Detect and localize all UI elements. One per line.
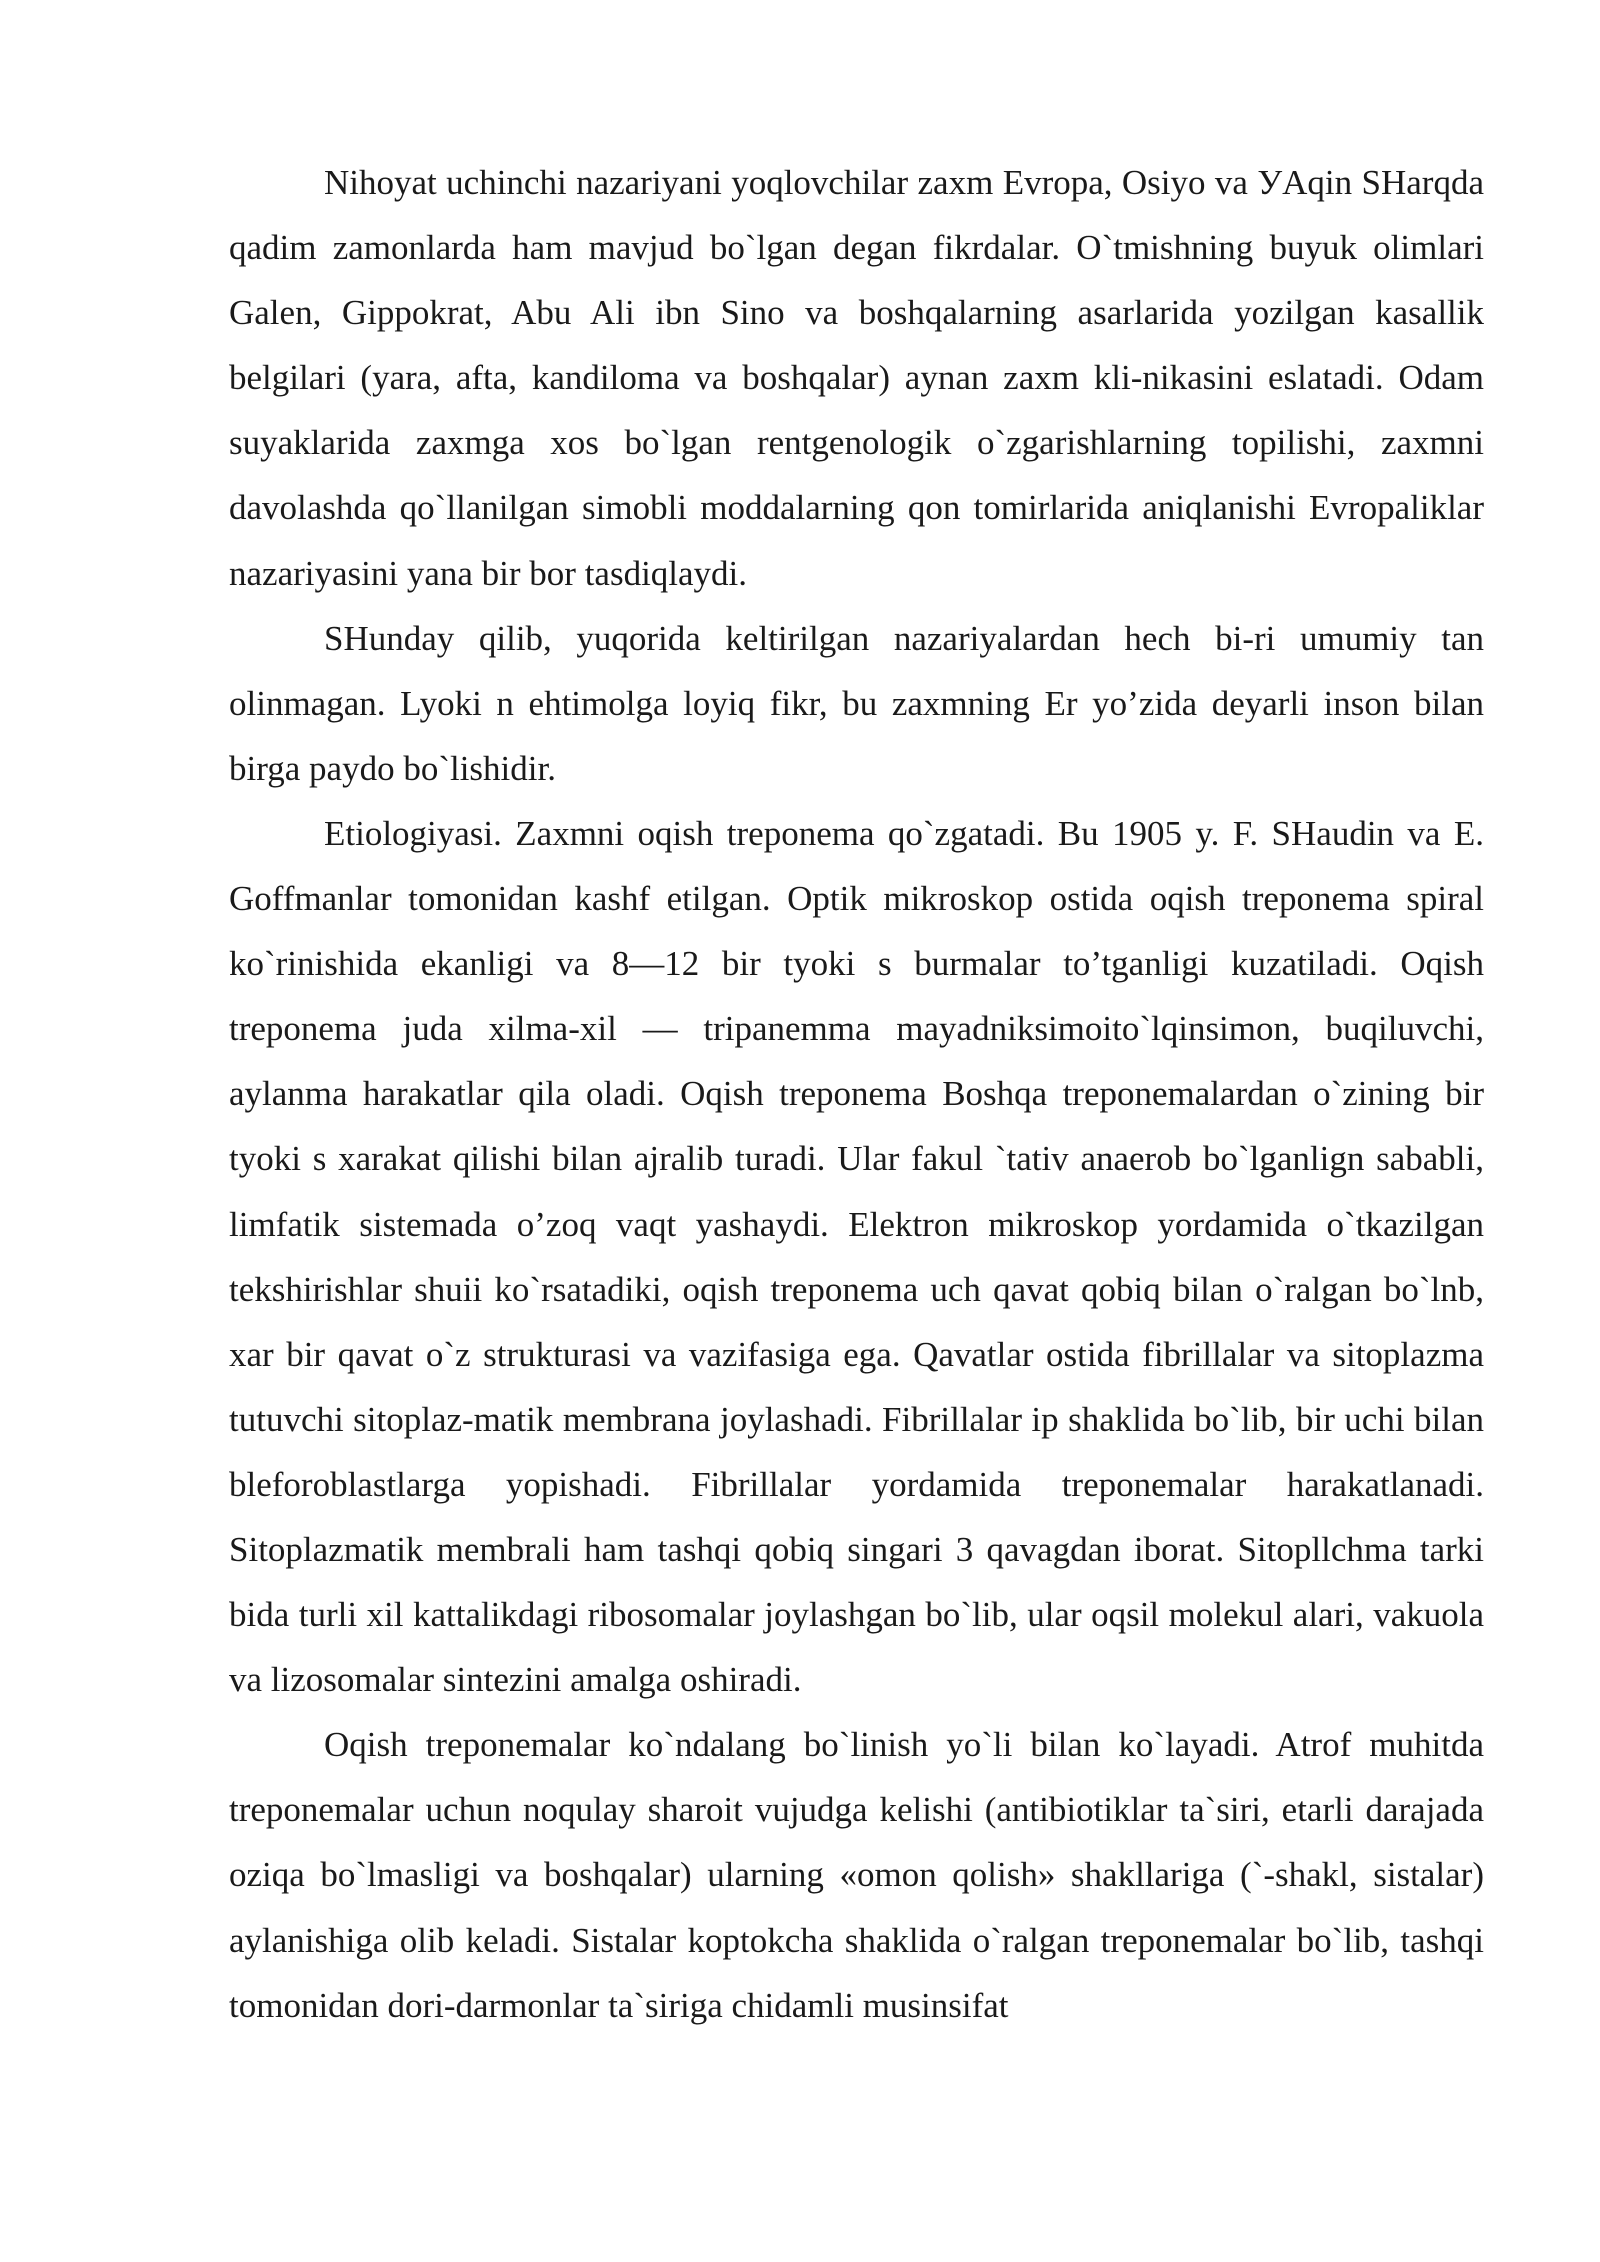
body-text [229, 150, 1484, 2038]
paragraph-conclusion: SHunday qilib, yuqorida keltirilgan nazariyalardan hech bi-ri umumiy tan olinmagan. Lyoki n ehtimolga loyiq fikr, bu zaxmning Er yo’zida deyarli inson bilan birga paydo bo`lishidir. [229, 618, 1484, 788]
paragraph-etiology: Etiologiyasi. Zaxmni oqish treponema qo`zgatadi. Bu 1905 y. F. SHaudin va E. Goffmanlar tomonidan kashf etilgan. Optik mikroskop ostida oqish treponema spiral ko`rinishida ekanligi va 8—12 bir tyoki s burmalar to’tganligi kuzatiladi. Oqish treponema juda xilma-xil — tripanemma mayadniksimoito`lqinsimon, buqiluvchi, aylanma harakatlar qila oladi. Oqish treponema Boshqa treponemalardan o`zining bir tyoki s xarakat qilishi bilan ajralib turadi. Ular fakul `tativ anaerob bo`lganlign sababli, limfatik sistemada o’zoq vaqt yashaydi. Elektron mikroskop yordamida o`tkazilgan tekshirishlar shuii ko`rsatadiki, oqish treponema uch qavat qobiq bilan o`ralgan bo`lnb, xar bir qavat o`z strukturasi va vazifasiga ega. Qavatlar ostida fibrillalar va sitoplazma tutuvchi sitoplaz-matik membrana joylashadi. Fibrillalar ip shaklida bo`lib, bir uchi bilan bleforoblastlarga yopishadi. Fibrillalar yordamida treponemalar harakatlanadi. Sitoplazmatik membrali ham tashqi qobiq singari 3 qavagdan iborat. Sitopllchma tarki bida turli xil kattalikdagi ribosomalar joylashgan bo`lib, ular oqsil molekul alari, vakuola va lizosomalar sintezini amalga oshiradi. [229, 813, 1484, 1700]
paragraph-theories: Nihoyat uchinchi nazariyani yoqlovchilar zaxm Evropa, Osiyo va УAqin SHarqda qadim zamonlarda ham mavjud bo`lgan degan fikrdalar. O`tmishning buyuk olimlari Galen, Gippokrat, Abu Ali ibn Sino va boshqalarning asarlarida yozilgan kasallik belgilari (yara, afta, kandiloma va boshqalar) aynan zaxm kli-nikasini eslatadi. Odam suyaklarida zaxmga xos bo`lgan rentgenologik o`zgarishlarning topilishi, zaxmni davolashda qo`llanilgan simobli moddalarning qon tomirlarida aniqlanishi Evropaliklar nazariyasini yana bir bor tasdiqlaydi. [229, 163, 1484, 593]
paragraph-reproduction: Oqish treponemalar ko`ndalang bo`linish yo`li bilan ko`layadi. Atrof muhitda treponemalar uchun noqulay sharoit vujudga kelishi (antibiotiklar ta`siri, etarli darajada oziqa bo`lmasligi va boshqalar) ularning «omon qolish» shakllariga (`-shakl, sistalar) aylanishiga olib keladi. Sistalar koptokcha shaklida o`ralgan treponemalar bo`lib, tashqi tomonidan dori-darmonlar ta`siriga chidamli musinsifat [229, 1725, 1484, 2025]
